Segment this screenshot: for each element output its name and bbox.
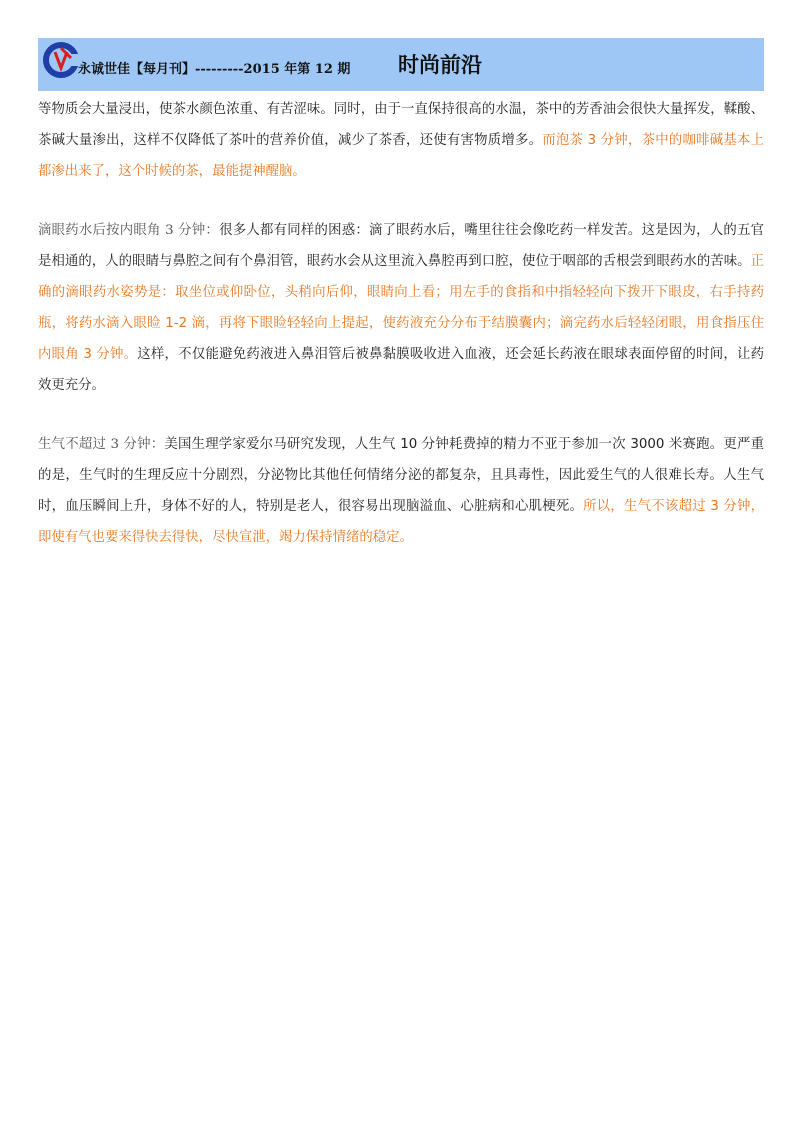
paragraph-text: 美国生理学家爱尔马研究发现，人生气 10 分钟耗费掉的精力不亚于参加一次 3000 米赛跑。更严重的是，生气时的生理反应十分剧烈，分泌物比其他任何情绪分泌的都复杂，且具毒性，因此爱生气的人很难长寿。人生气时，血压瞬间上升，身体不好的人，特别是老人，很容易出现脑溢血、心脏病和心肌梗死。 <box>38 437 764 514</box>
paragraph-eye-drops <box>38 215 764 401</box>
paragraph-tea <box>38 94 764 187</box>
paragraph-anger <box>38 429 764 553</box>
paragraph-tail: 这样，不仅能避免药液进入鼻泪管后被鼻黏膜吸收进入血液，还会延长药液在眼球表面停留的时间，让药效更充分。 <box>38 347 764 393</box>
paragraph-text: 很多人都有同样的困惑：滴了眼药水后，嘴里往往会像吃药一样发苦。这是因为，人的五官是相通的，人的眼睛与鼻腔之间有个鼻泪管，眼药水会从这里流入鼻腔再到口腔，使位于咽部的舌根尝到眼药水的苦味。 <box>38 223 764 269</box>
magazine-name: 永诚世佳【每月刊】---------2015 年第 12 期 <box>78 62 351 77</box>
yongcheng-logo-icon <box>41 40 81 80</box>
paragraph-lead: 生气不超过 3 分钟： <box>38 437 165 452</box>
paragraph-lead: 滴眼药水后按内眼角 3 分钟： <box>38 223 220 238</box>
paragraph-highlight: 而泡茶 3 分钟，茶中的咖啡碱基本上都渗出来了，这个时候的茶，最能提神醒脑。 <box>38 133 764 179</box>
section-title: 时尚前沿 <box>398 52 482 77</box>
paragraph-text: 等物质会大量浸出，使茶水颜色浓重、有苦涩味。同时，由于一直保持很高的水温，茶中的芳香油会很快大量挥发，鞣酸、茶碱大量渗出，这样不仅降低了茶叶的营养价值，减少了茶香，还使有害物质增多。 <box>38 102 764 148</box>
paragraph-highlight: 正确的滴眼药水姿势是：取坐位或仰卧位，头稍向后仰，眼睛向上看；用左手的食指和中指轻轻向下拨开下眼皮，右手持药瓶，将药水滴入眼睑 1-2 滴，再将下眼睑轻轻向上提起，使药液充分分布于结膜囊内；滴完药水后轻轻闭眼，用食指压住内眼角 3 分钟。 <box>38 254 764 362</box>
page-header <box>38 38 764 91</box>
article-body <box>38 94 764 581</box>
paragraph-highlight: 所以，生气不该超过 3 分钟，即使有气也要来得快去得快，尽快宣泄，竭力保持情绪的稳定。 <box>38 499 764 545</box>
